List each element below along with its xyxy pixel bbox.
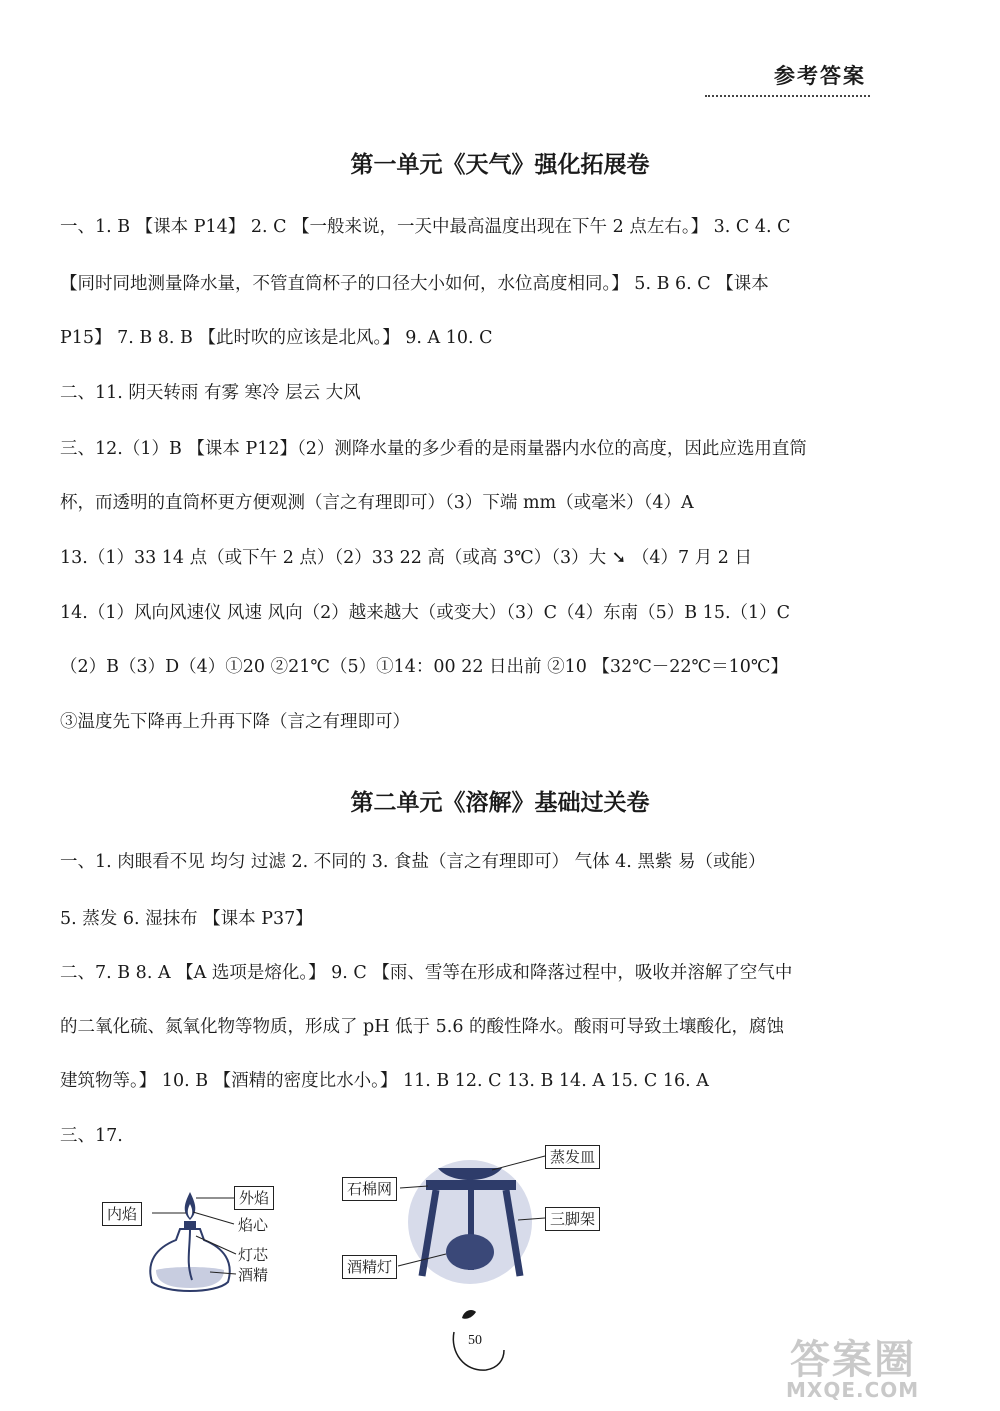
answer-line: P15】 7. B 8. B 【此时吹的应该是北风。】 9. A 10. C <box>60 328 493 348</box>
page-number: 50 <box>468 1333 482 1348</box>
header-dotted-rule <box>705 95 870 97</box>
answer-line: （2）B（3）D（4）①20 ②21℃（5）①14：00 22 日出前 ②10 【32℃－22℃＝10℃】 <box>60 657 788 677</box>
watermark-main: 答案圈 <box>790 1337 916 1383</box>
label-wick: 灯芯 <box>238 1246 269 1264</box>
label-asbestos-net: 石棉网 <box>342 1177 397 1201</box>
answer-line: ③温度先下降再上升再下降（言之有理即可） <box>60 712 410 732</box>
evaporation-apparatus-diagram <box>340 1140 620 1290</box>
answer-line: 杯，而透明的直筒杯更方便观测（言之有理即可）（3）下端 mm（或毫米）（4）A <box>60 493 694 513</box>
section2-title: 第二单元《溶解》基础过关卷 <box>350 790 650 816</box>
answer-line: 建筑物等。】 10. B 【酒精的密度比水小。】 11. B 12. C 13. B 14. A 15. C 16. A <box>60 1071 709 1091</box>
answer-line: 的二氧化硫、氮氧化物等物质，形成了 pH 低于 5.6 的酸性降水。酸雨可导致土壤酸化，腐蚀 <box>60 1017 785 1037</box>
asbestos-net <box>426 1180 516 1190</box>
label-evaporating-dish: 蒸发皿 <box>545 1145 600 1169</box>
answer-line: 5. 蒸发 6. 湿抹布 【课本 P37】 <box>60 909 313 929</box>
answer-line: 二、7. B 8. A 【A 选项是熔化。】 9. C 【雨、雪等在形成和降落过程中，吸收并溶解了空气中 <box>60 963 793 983</box>
header-label: 参考答案 <box>774 64 866 88</box>
answer-line: 三、12.（1）B 【课本 P12】（2）测降水量的多少看的是雨量器内水位的高度，因此应选用直筒 <box>60 439 807 459</box>
watermark <box>778 1328 988 1406</box>
answer-line: 13.（1）33 14 点（或下午 2 点）（2）33 22 高（或高 3℃）（3）大 ➘ （4）7 月 2 日 <box>60 548 752 568</box>
answer-line: 【同时同地测量降水量，不管直筒杯子的口径大小如何，水位高度相同。】 5. B 6. C 【课本 <box>60 274 769 294</box>
label-tripod: 三脚架 <box>545 1207 600 1231</box>
label-flame-core: 焰心 <box>238 1216 269 1234</box>
answer-line: 三、17. <box>60 1126 123 1146</box>
watermark-site: MXQE.COM <box>786 1378 920 1402</box>
lamp-cap <box>184 1221 196 1229</box>
alcohol-lamp-diagram <box>100 1170 300 1300</box>
label-alcohol: 酒精 <box>238 1266 269 1284</box>
answer-line: 一、1. B 【课本 P14】 2. C 【一般来说，一天中最高温度出现在下午 2 点左右。】 3. C 4. C <box>60 217 791 237</box>
lamp-under-stand <box>446 1234 494 1270</box>
label-alcohol-lamp: 酒精灯 <box>342 1255 397 1279</box>
answer-line: 14.（1）风向风速仪 风速 风向（2）越来越大（或变大）（3）C（4）东南（5）B 15.（1）C <box>60 603 791 623</box>
label-outer-flame: 外焰 <box>234 1186 274 1210</box>
answer-line: 一、1. 肉眼看不见 均匀 过滤 2. 不同的 3. 食盐（言之有理即可） 气体 4. 黑紫 易（或能） <box>60 852 766 872</box>
label-inner-flame: 内焰 <box>102 1202 142 1226</box>
section1-title: 第一单元《天气》强化拓展卷 <box>350 152 650 178</box>
answer-line: 二、11. 阴天转雨 有雾 寒冷 层云 大风 <box>60 383 361 403</box>
